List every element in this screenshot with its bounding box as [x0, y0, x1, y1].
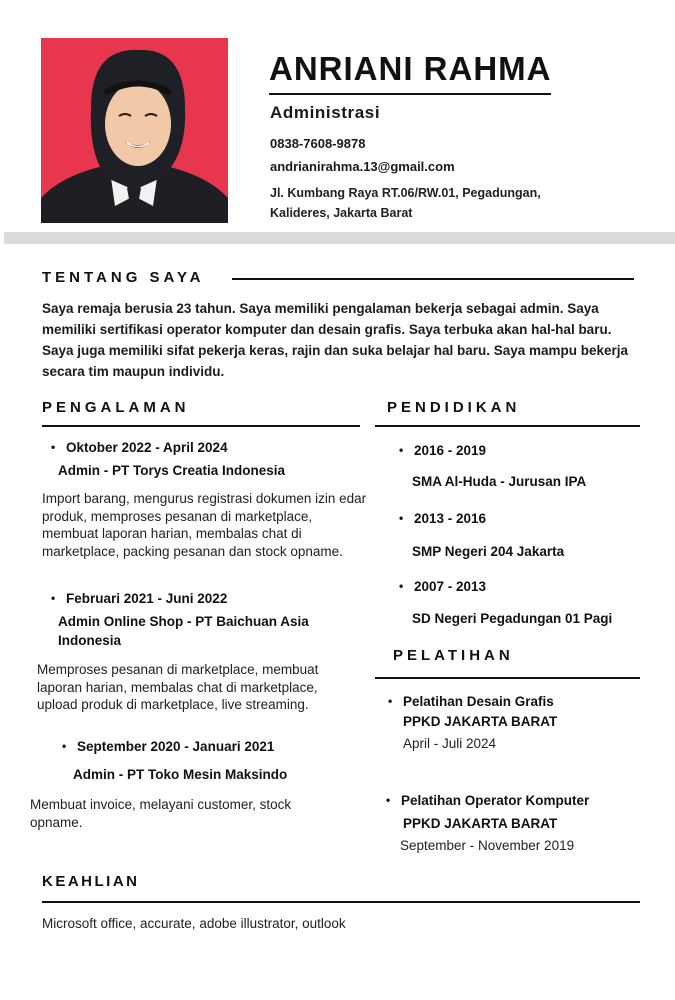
experience-period: • Februari 2021 - Juni 2022: [66, 591, 227, 606]
training-date: September - November 2019: [400, 838, 575, 853]
experience-description: Memproses pesanan di marketplace, membuat laporan harian, membalas chat di marketplace, upload produk di marketplace, live streaming.: [37, 662, 319, 712]
about-text: Saya remaja berusia 23 tahun. Saya memiliki pengalaman bekerja sebagai admin. Saya memiliki sertifikasi operator komputer dan desain grafis. Saya terbuka akan hal-hal baru. Saya juga memiliki sifat pekerja keras, rajin dan suka belajar hal baru. Saya mampu bekerja secara tim maupun individu.: [42, 301, 629, 379]
profile-photo: [41, 38, 228, 223]
experience-period: • September 2020 - Januari 2021: [77, 739, 274, 754]
experience-role: Admin - PT Torys Creatia Indonesia: [58, 463, 286, 478]
email-address: andrianirahma.13@gmail.com: [270, 159, 455, 174]
home-address: Jl. Kumbang Raya RT.06/RW.01, Pegadungan, Kalideres, Jakarta Barat: [270, 186, 541, 220]
portrait-illustration: [41, 38, 228, 223]
experience-description: Import barang, mengurus registrasi dokumen izin edar produk, memproses pesanan di marketplace, membuat laporan harian, membalas chat di marketplace, packing pesanan dan stock opname.: [42, 491, 367, 559]
skills-section-title: KEAHLIAN: [42, 873, 140, 890]
experience-period: • Oktober 2022 - April 2024: [66, 440, 228, 455]
education-section-title: PENDIDIKAN: [387, 399, 521, 416]
experience-role: Admin - PT Toko Mesin Maksindo: [73, 767, 288, 782]
education-school: SMP Negeri 204 Jakarta: [412, 544, 565, 559]
education-period: • 2013 - 2016: [414, 511, 486, 526]
experience-section-title: PENGALAMAN: [42, 399, 190, 416]
experience-role: Admin Online Shop - PT Baichuan Asia Indonesia: [58, 614, 309, 648]
education-period: • 2007 - 2013: [414, 579, 486, 594]
education-period: • 2016 - 2019: [414, 443, 486, 458]
training-name: • Pelatihan Operator Komputer: [401, 793, 589, 808]
name-divider: [269, 93, 551, 95]
skills-divider: [42, 901, 640, 903]
header-divider-band: [4, 232, 675, 244]
experience-description: Membuat invoice, melayani customer, stock opname.: [30, 797, 292, 830]
training-organizer: PPKD JAKARTA BARAT: [403, 714, 558, 729]
education-divider: [375, 425, 640, 427]
candidate-name: ANRIANI RAHMA: [269, 50, 552, 87]
job-title: Administrasi: [270, 103, 381, 122]
training-divider: [375, 677, 640, 679]
experience-divider: [42, 425, 360, 427]
education-school: SD Negeri Pegadungan 01 Pagi: [412, 611, 613, 626]
about-section-title: TENTANG SAYA: [42, 269, 205, 286]
education-school: SMA Al-Huda - Jurusan IPA: [412, 474, 587, 489]
training-date: April - Juli 2024: [403, 736, 497, 751]
skills-text: Microsoft office, accurate, adobe illustrator, outlook: [42, 916, 346, 931]
training-name: • Pelatihan Desain Grafis: [403, 694, 554, 709]
phone-number: 0838-7608-9878: [270, 136, 366, 151]
training-organizer: PPKD JAKARTA BARAT: [403, 816, 558, 831]
training-section-title: PELATIHAN: [393, 647, 514, 664]
about-divider: [232, 278, 634, 280]
